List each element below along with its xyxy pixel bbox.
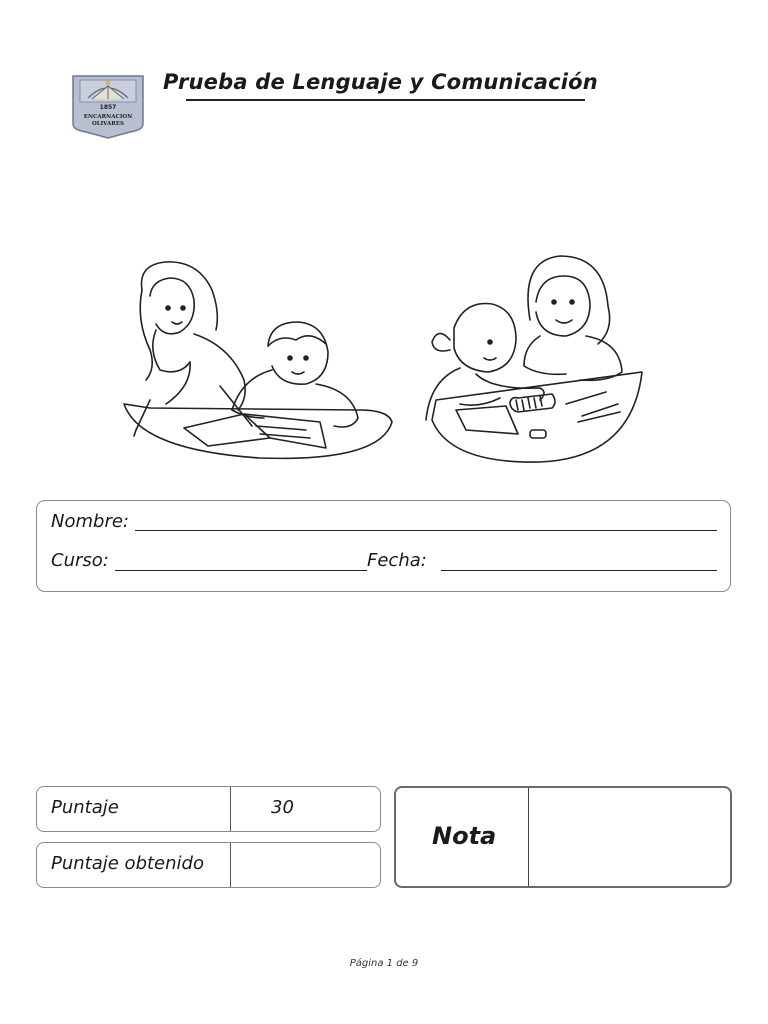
document-title: Prueba de Lenguaje y Comunicación bbox=[163, 70, 598, 94]
left-table bbox=[124, 404, 392, 458]
name-line[interactable] bbox=[135, 530, 717, 531]
girl-left-figure bbox=[426, 304, 544, 435]
svg-text:OLIVARES: OLIVARES bbox=[91, 121, 125, 127]
score-label: Puntaje bbox=[51, 797, 119, 818]
svg-text:1857: 1857 bbox=[99, 104, 117, 111]
course-label: Curso: bbox=[51, 550, 109, 571]
svg-text:ENCARNACION: ENCARNACION bbox=[83, 114, 133, 120]
grade-divider bbox=[528, 788, 529, 886]
girl-right-figure bbox=[524, 256, 622, 380]
course-line[interactable] bbox=[115, 570, 367, 571]
date-label: Fecha: bbox=[367, 550, 427, 571]
right-table bbox=[432, 372, 642, 462]
grade-label: Nota bbox=[432, 822, 497, 850]
total-score-box bbox=[36, 786, 381, 832]
name-label: Nombre: bbox=[51, 511, 129, 532]
score-value: 30 bbox=[271, 797, 294, 818]
title-underline bbox=[186, 99, 585, 101]
students-studying-illustration bbox=[120, 250, 650, 470]
school-crest-logo bbox=[70, 72, 146, 140]
supplies bbox=[510, 392, 620, 438]
mother-figure bbox=[134, 262, 245, 436]
page-number: Página 1 de 9 bbox=[349, 958, 419, 969]
obtained-score-divider bbox=[230, 843, 231, 887]
score-divider bbox=[230, 787, 231, 831]
open-notebook bbox=[184, 414, 326, 448]
student-info-box bbox=[36, 500, 731, 592]
date-line[interactable] bbox=[441, 570, 717, 571]
grade-box bbox=[394, 786, 732, 888]
obtained-score-box bbox=[36, 842, 381, 888]
obtained-score-label: Puntaje obtenido bbox=[51, 853, 204, 874]
